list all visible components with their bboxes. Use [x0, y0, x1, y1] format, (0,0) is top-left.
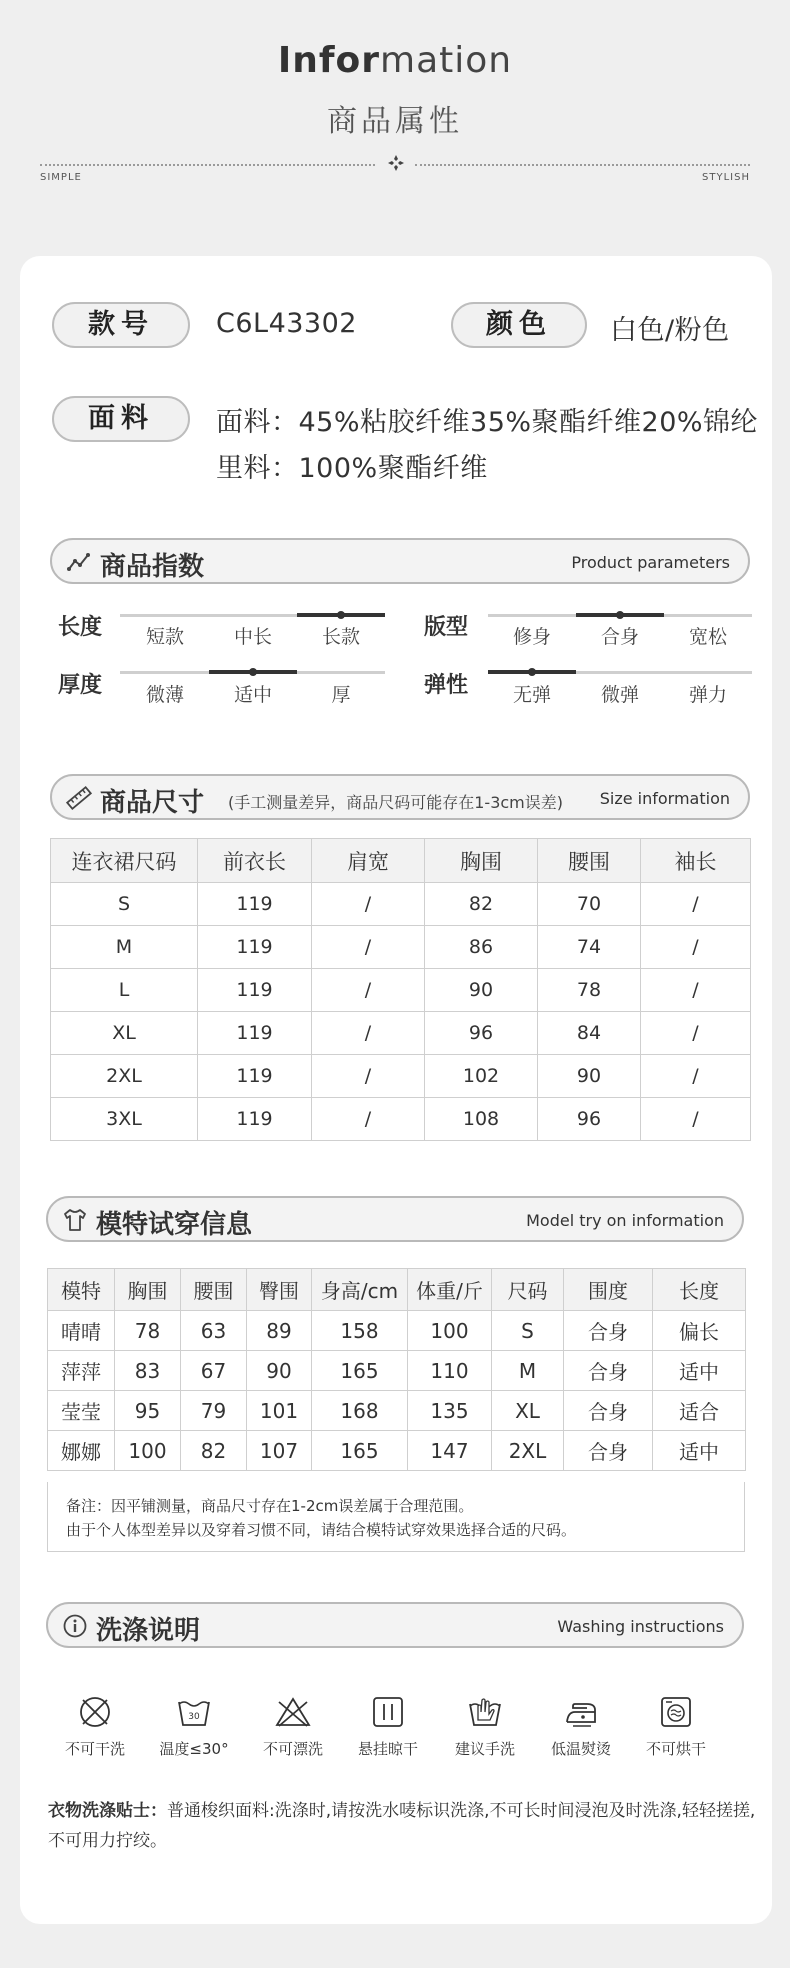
table-header-row [48, 1269, 746, 1311]
info-icon [62, 1613, 88, 1639]
divider-left [40, 164, 375, 166]
table-cell: 63 [181, 1311, 247, 1351]
column-header: 袖长 [641, 839, 751, 883]
table-cell: / [641, 883, 751, 926]
model-table [47, 1268, 746, 1471]
wash-title: 洗涤说明 [96, 1616, 201, 1646]
table-row [51, 883, 751, 926]
table-cell: 90 [538, 1055, 641, 1098]
column-header: 臀围 [247, 1269, 312, 1311]
table-cell: 158 [312, 1311, 408, 1351]
fabric-line-1: 面料：45%粘胶纤维35%聚酯纤维20%锦纶 [216, 407, 759, 438]
table-row [48, 1391, 746, 1431]
wash-tip-label: 衣物洗涤贴士： [48, 1801, 167, 1821]
table-row [48, 1311, 746, 1351]
wash-tip-text: 普通梭织面料:洗涤时,请按洗水唛标识洗涤,不可长时间浸泡及时洗涤,轻轻搓搓,不可用力拧绞。 [48, 1801, 756, 1851]
param-option: 短款 [145, 626, 184, 648]
model-banner [46, 1196, 744, 1242]
table-cell: 165 [312, 1351, 408, 1391]
column-header: 前衣长 [198, 839, 312, 883]
no-bleach-icon [273, 1692, 313, 1732]
table-cell: 合身 [564, 1311, 653, 1351]
hand-wash-icon [465, 1692, 505, 1732]
param-label-thickness: 厚度 [58, 673, 103, 698]
ruler-icon [66, 785, 92, 811]
tag-stylish: STYLISH [702, 172, 750, 183]
table-cell: / [641, 1055, 751, 1098]
wash-item [443, 1692, 527, 1759]
table-cell: 165 [312, 1431, 408, 1471]
table-cell: 90 [425, 969, 538, 1012]
param-option: 微薄 [145, 684, 184, 706]
wash-label: 建议手洗 [454, 1740, 515, 1758]
table-cell: 合身 [564, 1391, 653, 1431]
wash-banner [46, 1602, 744, 1648]
param-marker-elasticity [528, 668, 536, 676]
table-cell: 82 [425, 883, 538, 926]
ornament-icon [387, 154, 405, 172]
table-row [48, 1431, 746, 1471]
page-title: Information [277, 40, 513, 81]
column-header: 胸围 [425, 839, 538, 883]
table-cell: 108 [425, 1098, 538, 1141]
param-label-fit: 版型 [424, 615, 469, 640]
model-title: 模特试穿信息 [96, 1210, 253, 1240]
tshirt-icon [62, 1207, 88, 1233]
table-cell: S [492, 1311, 564, 1351]
table-cell: 107 [247, 1431, 312, 1471]
table-cell: 110 [408, 1351, 492, 1391]
table-cell: 119 [198, 969, 312, 1012]
params-title-en: Product parameters [571, 553, 730, 572]
table-cell: 合身 [564, 1431, 653, 1471]
table-cell: 78 [115, 1311, 181, 1351]
wash-item [251, 1692, 335, 1759]
table-cell: L [51, 969, 198, 1012]
table-cell: 67 [181, 1351, 247, 1391]
model-note-line-2: 由于个人体型差异以及穿着习惯不同，请结合模特试穿效果选择合适的尺码。 [66, 1521, 577, 1539]
wash-label: 不可烘干 [645, 1740, 706, 1758]
table-cell: XL [51, 1012, 198, 1055]
param-option: 中长 [233, 626, 272, 648]
table-cell: / [641, 969, 751, 1012]
table-cell: 168 [312, 1391, 408, 1431]
param-option: 合身 [600, 626, 639, 648]
table-row [51, 1012, 751, 1055]
wash-label: 温度≤30° [159, 1740, 229, 1758]
no-dry-clean-icon [75, 1692, 115, 1732]
param-label-elasticity: 弹性 [424, 673, 469, 698]
page-subtitle: 商品属性 [327, 104, 463, 139]
table-cell: 莹莹 [48, 1391, 115, 1431]
table-cell: 萍萍 [48, 1351, 115, 1391]
tag-simple: SIMPLE [40, 172, 82, 183]
param-option: 厚 [331, 684, 351, 706]
style-number-value: C6L43302 [216, 308, 357, 339]
table-cell: / [312, 1055, 425, 1098]
wash-label: 低温熨烫 [550, 1740, 611, 1758]
table-cell: 娜娜 [48, 1431, 115, 1471]
table-cell: 102 [425, 1055, 538, 1098]
model-title-en: Model try on information [526, 1211, 724, 1230]
table-cell: 83 [115, 1351, 181, 1391]
param-option: 长款 [321, 626, 360, 648]
column-header: 胸围 [115, 1269, 181, 1311]
wash-label: 不可干洗 [64, 1740, 125, 1758]
table-cell: 晴晴 [48, 1311, 115, 1351]
table-cell: / [312, 969, 425, 1012]
divider-right [415, 164, 750, 166]
model-note-line-1: 备注：因平铺测量，商品尺寸存在1-2cm误差属于合理范围。 [66, 1497, 474, 1515]
table-row [51, 1055, 751, 1098]
column-header: 尺码 [492, 1269, 564, 1311]
table-cell: 119 [198, 926, 312, 969]
no-tumble-dry-icon [656, 1692, 696, 1732]
param-option: 无弹 [512, 684, 551, 706]
color-value: 白色/粉色 [610, 315, 730, 346]
wash-label: 悬挂晾干 [357, 1740, 418, 1758]
param-marker-thickness [249, 668, 257, 676]
column-header: 长度 [653, 1269, 746, 1311]
wash-label: 不可漂洗 [262, 1740, 323, 1758]
table-cell: / [641, 1098, 751, 1141]
column-header: 腰围 [181, 1269, 247, 1311]
wash-30-icon [174, 1692, 214, 1732]
table-cell: 适中 [653, 1431, 746, 1471]
style-number-label: 款号 [52, 302, 190, 348]
column-header: 围度 [564, 1269, 653, 1311]
table-cell: 147 [408, 1431, 492, 1471]
color-label: 颜色 [451, 302, 587, 348]
table-cell: 100 [115, 1431, 181, 1471]
wash-tip [48, 1796, 760, 1856]
table-cell: 86 [425, 926, 538, 969]
table-cell: / [312, 883, 425, 926]
table-cell: 82 [181, 1431, 247, 1471]
column-header: 身高/cm [312, 1269, 408, 1311]
table-cell: 74 [538, 926, 641, 969]
table-cell: 135 [408, 1391, 492, 1431]
table-cell: 78 [538, 969, 641, 1012]
table-cell: 96 [425, 1012, 538, 1055]
table-cell: 3XL [51, 1098, 198, 1141]
trend-icon [66, 549, 92, 575]
param-option: 弹力 [688, 684, 727, 706]
table-cell: 适合 [653, 1391, 746, 1431]
param-marker-fit [616, 611, 624, 619]
size-banner [50, 774, 750, 820]
wash-item [346, 1692, 430, 1759]
wash-item [152, 1692, 236, 1759]
table-header-row [51, 839, 751, 883]
table-cell: 2XL [492, 1431, 564, 1471]
param-option: 宽松 [688, 626, 727, 648]
table-cell: 90 [247, 1351, 312, 1391]
hang-dry-icon [368, 1692, 408, 1732]
table-cell: / [312, 1098, 425, 1141]
fabric-label: 面料 [52, 396, 190, 442]
table-cell: 119 [198, 1012, 312, 1055]
table-cell: 101 [247, 1391, 312, 1431]
table-cell: 合身 [564, 1351, 653, 1391]
column-header: 连衣裙尺码 [51, 839, 198, 883]
column-header: 腰围 [538, 839, 641, 883]
table-row [48, 1351, 746, 1391]
table-cell: M [492, 1351, 564, 1391]
size-table [50, 838, 751, 1141]
table-row [51, 969, 751, 1012]
table-cell: 2XL [51, 1055, 198, 1098]
column-header: 肩宽 [312, 839, 425, 883]
wash-title-en: Washing instructions [557, 1617, 724, 1636]
column-header: 体重/斤 [408, 1269, 492, 1311]
params-banner [50, 538, 750, 584]
table-cell: M [51, 926, 198, 969]
fabric-line-2: 里料：100%聚酯纤维 [216, 453, 488, 484]
size-title-en: Size information [599, 789, 730, 808]
size-note: (手工测量差异，商品尺码可能存在1-3cm误差) [228, 793, 564, 812]
table-cell: 84 [538, 1012, 641, 1055]
table-cell: / [641, 1012, 751, 1055]
param-label-length: 长度 [58, 615, 103, 640]
param-option: 修身 [512, 626, 551, 648]
table-row [51, 1098, 751, 1141]
wash-item [539, 1692, 623, 1759]
svg-text:30: 30 [188, 1712, 200, 1722]
model-note [47, 1482, 745, 1552]
table-cell: / [641, 926, 751, 969]
table-cell: / [312, 926, 425, 969]
table-cell: S [51, 883, 198, 926]
column-header: 模特 [48, 1269, 115, 1311]
table-cell: 96 [538, 1098, 641, 1141]
table-cell: 119 [198, 1055, 312, 1098]
wash-item [634, 1692, 718, 1759]
wash-item [53, 1692, 137, 1759]
low-iron-icon [561, 1692, 601, 1732]
table-cell: 95 [115, 1391, 181, 1431]
param-option: 适中 [233, 684, 272, 706]
table-cell: 70 [538, 883, 641, 926]
table-cell: 适中 [653, 1351, 746, 1391]
table-cell: 79 [181, 1391, 247, 1431]
table-cell: 119 [198, 1098, 312, 1141]
table-row [51, 926, 751, 969]
params-title: 商品指数 [100, 552, 205, 582]
param-option: 微弹 [600, 684, 639, 706]
param-marker-length [337, 611, 345, 619]
size-title: 商品尺寸 [100, 788, 205, 818]
table-cell: 偏长 [653, 1311, 746, 1351]
table-cell: / [312, 1012, 425, 1055]
table-cell: 89 [247, 1311, 312, 1351]
table-cell: 100 [408, 1311, 492, 1351]
table-cell: 119 [198, 883, 312, 926]
table-cell: XL [492, 1391, 564, 1431]
